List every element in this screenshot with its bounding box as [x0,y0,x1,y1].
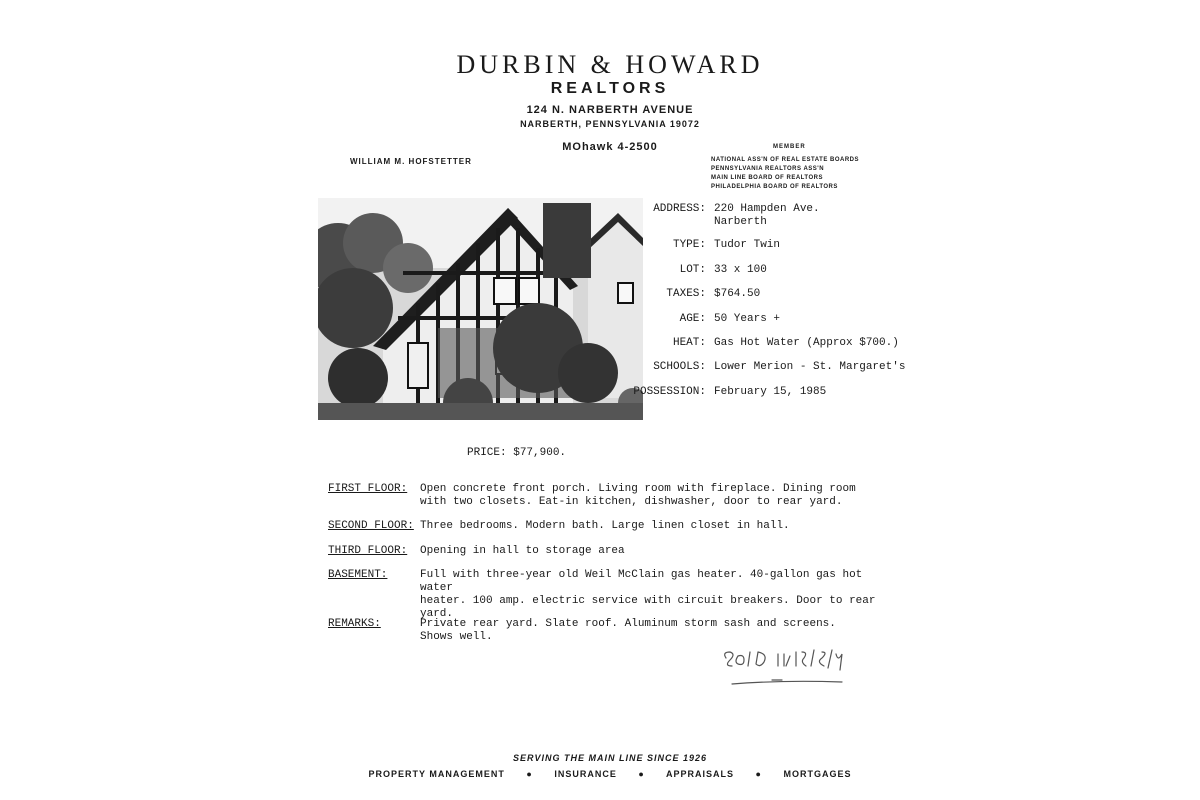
agent-name: WILLIAM M. HOFSTETTER [350,157,472,166]
age-value: 50 Years + [714,313,781,325]
company-subtitle: REALTORS [550,80,670,97]
membership-item: NATIONAL ASS'N OF REAL ESTATE BOARDS [711,157,859,163]
lot-label: LOT: [679,264,706,276]
street-address: 124 N. NARBERTH AVENUE [526,104,694,116]
basement-text [420,569,890,621]
age-label: AGE: [679,313,706,325]
remarks-label: REMARKS: [328,618,381,630]
service-property-management: PROPERTY MANAGEMENT [368,769,505,779]
first-floor-text [420,483,890,509]
basement-label: BASEMENT: [328,569,388,581]
schools-label: SCHOOLS: [653,361,706,373]
handwritten-sold-note [722,642,862,692]
remarks-line: Shows well. [420,631,493,643]
heat-label: HEAT: [672,337,706,349]
second-floor-text: Three bedrooms. Modern bath. Large linen closet in hall. [420,520,790,532]
service-insurance: INSURANCE [554,769,617,779]
address-line2: Narberth [714,216,767,228]
taxes-label: TAXES: [666,288,706,300]
bullet-icon: ● [755,769,762,779]
first-floor-line: with two closets. Eat-in kitchen, dishwasher, door to rear yard. [420,496,843,508]
first-floor-line: Open concrete front porch. Living room with fireplace. Dining room [420,483,856,495]
type-label: TYPE: [672,239,706,251]
remarks-line: Private rear yard. Slate roof. Aluminum storm sash and screens. [420,618,836,630]
service-mortgages: MORTGAGES [783,769,852,779]
basement-line: yard. [420,608,454,620]
phone-number: MOhawk 4-2500 [562,141,658,153]
membership-item: MAIN LINE BOARD OF REALTORS [711,175,823,181]
possession-label: POSSESSION: [633,386,706,398]
footer-services [300,769,920,779]
possession-value: February 15, 1985 [714,386,827,398]
basement-line: Full with three-year old Weil McClain gas heater. 40-gallon gas hot water [420,569,863,594]
first-floor-label: FIRST FLOOR: [328,483,408,495]
second-floor-label: SECOND FLOOR: [328,520,414,532]
basement-line: heater. 100 amp. electric service with circuit breakers. Door to rear [420,595,876,607]
bullet-icon: ● [638,769,645,779]
address-label: ADDRESS: [653,203,706,215]
taxes-value: $764.50 [714,288,761,300]
membership-list [711,156,859,192]
type-value: Tudor Twin [714,239,781,251]
third-floor-text: Opening in hall to storage area [420,545,625,557]
membership-item: PENNSYLVANIA REALTORS ASS'N [711,166,825,172]
schools-value: Lower Merion - St. Margaret's [714,361,906,373]
price-row [467,447,566,459]
third-floor-label: THIRD FLOOR: [328,545,408,557]
bullet-icon: ● [526,769,533,779]
heat-value: Gas Hot Water (Approx $700.) [714,337,899,349]
service-appraisals: APPRAISALS [665,769,734,779]
address-line1: 220 Hampden Ave. [714,203,820,215]
member-label: MEMBER [773,144,806,150]
company-name: DURBIN & HOWARD [456,50,764,79]
footer-slogan: SERVING THE MAIN LINE SINCE 1926 [512,753,708,763]
remarks-text [420,618,890,644]
price-value: $77,900. [513,447,567,459]
price-label: PRICE: [467,447,507,459]
city-state-zip: NARBERTH, PENNSYLVANIA 19072 [520,119,700,129]
lot-value: 33 x 100 [714,264,767,276]
membership-item: PHILADELPHIA BOARD OF REALTORS [711,184,838,190]
